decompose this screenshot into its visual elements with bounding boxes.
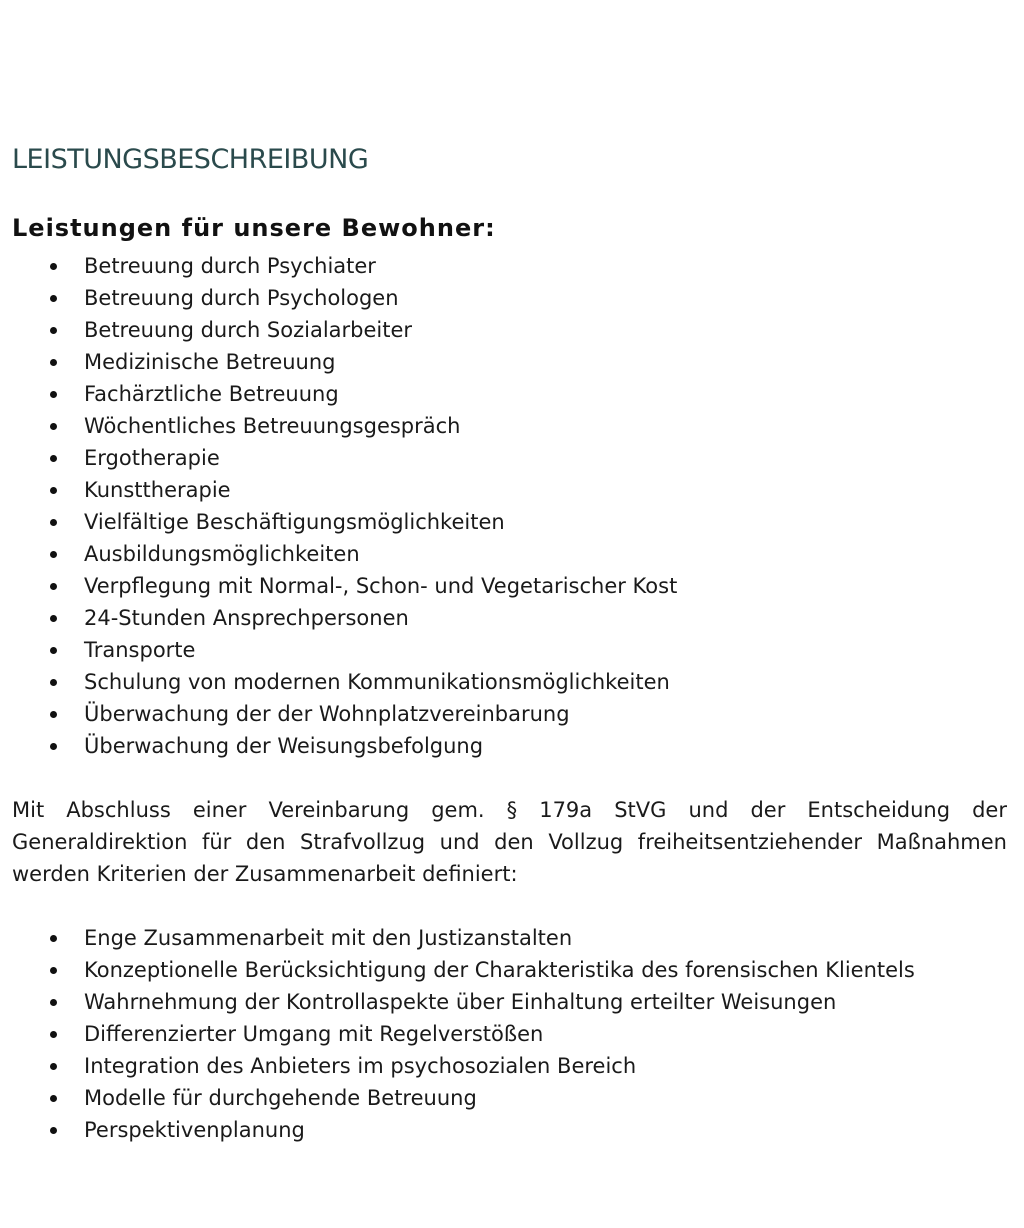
list-item: Betreuung durch Psychiater xyxy=(0,250,677,282)
bullet-icon xyxy=(50,423,57,430)
list-item: Schulung von modernen Kommunikationsmöglichkeiten xyxy=(0,666,677,698)
criteria-list xyxy=(0,922,915,1146)
bullet-icon xyxy=(50,615,57,622)
list-item: Ausbildungsmöglichkeiten xyxy=(0,538,677,570)
bullet-icon xyxy=(50,711,57,718)
list-item: 24-Stunden Ansprechpersonen xyxy=(0,602,677,634)
list-item: Konzeptionelle Berücksichtigung der Charakteristika des forensischen Klientels xyxy=(0,954,915,986)
bullet-icon xyxy=(50,583,57,590)
list-item: Betreuung durch Psychologen xyxy=(0,282,677,314)
bullet-icon xyxy=(50,743,57,750)
bullet-icon xyxy=(50,359,57,366)
list-item: Kunsttherapie xyxy=(0,474,677,506)
bullet-icon xyxy=(50,519,57,526)
bullet-icon xyxy=(50,679,57,686)
list-item: Transporte xyxy=(0,634,677,666)
bullet-icon xyxy=(50,391,57,398)
agreement-paragraph: Mit Abschluss einer Vereinbarung gem. § 179a StVG und der Entscheidung der Generaldirektion für den Strafvollzug und den Vollzug freiheitsentziehender Maßnahmen werden Kriterien der Zusammenarbeit definiert: xyxy=(12,798,1007,886)
bullet-icon xyxy=(50,487,57,494)
bullet-icon xyxy=(50,327,57,334)
list-item: Perspektivenplanung xyxy=(0,1114,915,1146)
list-item: Überwachung der der Wohnplatzvereinbarung xyxy=(0,698,677,730)
list-item: Wöchentliches Betreuungsgespräch xyxy=(0,410,677,442)
bullet-icon xyxy=(50,935,57,942)
bullet-icon xyxy=(50,551,57,558)
bullet-icon xyxy=(50,1127,57,1134)
bullet-icon xyxy=(50,295,57,302)
list-item: Differenzierter Umgang mit Regelverstößen xyxy=(0,1018,915,1050)
services-subheading: Leistungen für unsere Bewohner: xyxy=(12,214,496,242)
page-title: LEISTUNGSBESCHREIBUNG xyxy=(12,144,369,175)
list-item: Ergotherapie xyxy=(0,442,677,474)
list-item: Überwachung der Weisungsbefolgung xyxy=(0,730,677,762)
bullet-icon xyxy=(50,647,57,654)
list-item: Medizinische Betreuung xyxy=(0,346,677,378)
bullet-icon xyxy=(50,967,57,974)
list-item: Integration des Anbieters im psychosozialen Bereich xyxy=(0,1050,915,1082)
list-item: Fachärztliche Betreuung xyxy=(0,378,677,410)
bullet-icon xyxy=(50,455,57,462)
bullet-icon xyxy=(50,999,57,1006)
bullet-icon xyxy=(50,1095,57,1102)
bullet-icon xyxy=(50,263,57,270)
bullet-icon xyxy=(50,1031,57,1038)
list-item: Betreuung durch Sozialarbeiter xyxy=(0,314,677,346)
list-item: Enge Zusammenarbeit mit den Justizanstalten xyxy=(0,922,915,954)
list-item: Wahrnehmung der Kontrollaspekte über Einhaltung erteilter Weisungen xyxy=(0,986,915,1018)
services-list xyxy=(0,250,677,762)
bullet-icon xyxy=(50,1063,57,1070)
list-item: Modelle für durchgehende Betreuung xyxy=(0,1082,915,1114)
list-item: Vielfältige Beschäftigungsmöglichkeiten xyxy=(0,506,677,538)
list-item: Verpflegung mit Normal-, Schon- und Vegetarischer Kost xyxy=(0,570,677,602)
